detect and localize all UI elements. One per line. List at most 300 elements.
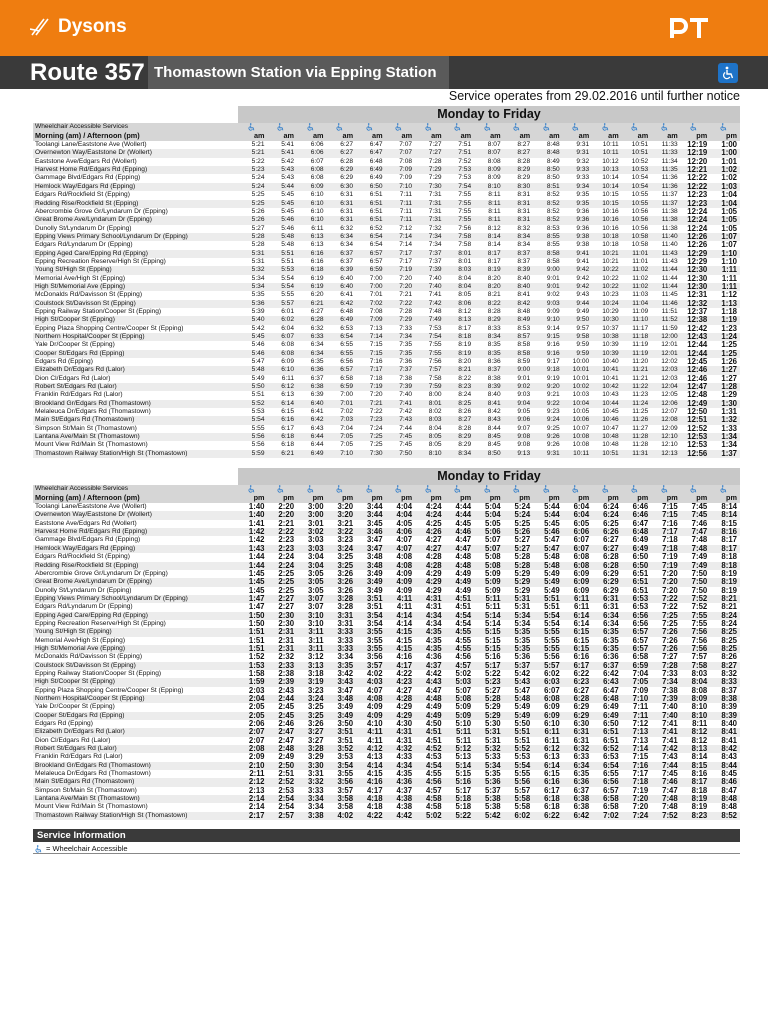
- dysons-logo: [30, 16, 127, 38]
- time-cell: 3:56: [366, 653, 383, 662]
- time-cell: 8:11: [474, 200, 504, 208]
- time-cell: 6:31: [340, 207, 354, 215]
- time-cell: 5:29: [514, 569, 531, 578]
- time-cell: 6:57: [356, 250, 386, 258]
- time-cell: 10:15: [592, 200, 622, 208]
- time-cell: 8:15: [721, 519, 737, 528]
- time-cell: 4:33: [396, 753, 413, 762]
- time-cell: 1:33: [721, 424, 737, 433]
- time-cell: 8:18: [721, 553, 737, 562]
- time-cell: 4:34: [386, 762, 416, 770]
- time-cell: 5:43: [504, 678, 534, 686]
- stop-name: Melaleuca Dr/Edgars Rd (Thomastown): [35, 770, 151, 778]
- time-cell: 7:32: [428, 224, 442, 232]
- time-cell: 6:22: [573, 669, 590, 678]
- time-cell: 3:45: [366, 519, 383, 528]
- time-cell: 6:36: [603, 653, 619, 662]
- time-cell: 4:55: [445, 628, 475, 636]
- time-cell: 5:28: [504, 562, 534, 570]
- time-cell: 7:20: [399, 274, 413, 282]
- time-cell: 7:18: [622, 778, 652, 786]
- time-cell: 1:51: [238, 628, 268, 636]
- time-cell: 9:26: [546, 441, 560, 449]
- time-cell: 5:45: [268, 200, 298, 208]
- time-cell: 7:15: [632, 753, 649, 762]
- time-cell: 6:42: [297, 416, 327, 424]
- stop-name: Edgars Rd/Lyndarum Dr (Epping): [35, 241, 133, 249]
- time-cell: 6:13: [310, 241, 324, 249]
- timetable-heading: Monday to Friday: [238, 106, 740, 123]
- time-cell: 5:02: [415, 812, 445, 820]
- time-cell: 6:51: [632, 569, 649, 578]
- time-cell: 7:16: [662, 519, 678, 528]
- time-cell: 2:32: [278, 653, 295, 662]
- time-cell: 4:55: [455, 636, 472, 645]
- time-cell: 6:19: [297, 283, 327, 291]
- time-cell: 4:54: [445, 612, 475, 620]
- time-cell: 12:08: [651, 416, 681, 424]
- time-cell: 11:45: [661, 291, 678, 299]
- time-cell: 5:35: [514, 636, 531, 645]
- time-cell: 4:48: [415, 695, 445, 703]
- time-cell: 1:42: [248, 536, 265, 545]
- time-cell: 5:52: [238, 400, 268, 408]
- time-cell: 10:45: [602, 408, 619, 416]
- time-cell: 8:20: [458, 358, 472, 366]
- time-cell: 9:25: [546, 424, 560, 432]
- period-cell: pm: [710, 132, 740, 141]
- wheelchair-icon: [504, 123, 534, 132]
- time-cell: 6:16: [533, 778, 563, 786]
- time-cell: 4:55: [445, 645, 475, 653]
- time-cell: 4:16: [356, 778, 386, 786]
- time-cell: 11:44: [661, 274, 678, 282]
- route-title: Thomastown Station via Epping Station: [148, 56, 449, 89]
- time-cell: 3:20: [337, 503, 354, 512]
- time-cell: 8:09: [487, 174, 501, 182]
- time-cell: 6:39: [310, 391, 324, 399]
- time-cell: 12:49: [681, 400, 711, 408]
- time-cell: 8:28: [487, 307, 501, 315]
- time-cell: 5:08: [485, 553, 501, 562]
- wheelchair-icon: [386, 123, 416, 132]
- stop-name: Lantana Ave/Main St (Thomastown): [33, 795, 238, 803]
- time-cell: 2:24: [268, 562, 298, 570]
- time-cell: 3:43: [327, 678, 357, 686]
- time-cell: 7:17: [651, 528, 681, 536]
- time-cell: 7:17: [356, 366, 386, 374]
- time-cell: 6:09: [544, 703, 560, 712]
- time-cell: 9:38: [576, 241, 590, 249]
- time-cell: 6:17: [281, 424, 295, 432]
- time-cell: 5:17: [474, 662, 504, 670]
- time-cell: 11:28: [622, 433, 652, 441]
- period-cell: am: [533, 132, 563, 141]
- period-cell: pm: [327, 494, 357, 503]
- time-cell: 5:51: [514, 736, 531, 745]
- table-row: [33, 275, 740, 283]
- time-cell: 5:53: [268, 266, 298, 274]
- time-cell: 5:56: [238, 433, 268, 441]
- time-cell: 8:05: [428, 441, 442, 449]
- time-cell: 8:41: [517, 291, 531, 299]
- time-cell: 7:01: [327, 400, 357, 408]
- time-cell: 10:21: [592, 250, 622, 258]
- time-cell: 6:13: [544, 753, 560, 762]
- time-cell: 6:34: [297, 350, 327, 358]
- time-cell: 7:28: [428, 157, 442, 165]
- time-cell: 7:59: [415, 383, 445, 391]
- time-cell: 4:15: [366, 770, 383, 779]
- time-cell: 8:46: [710, 778, 740, 786]
- time-cell: 6:42: [563, 812, 593, 820]
- time-cell: 8:45: [474, 433, 504, 441]
- time-cell: 8:14: [474, 233, 504, 241]
- time-cell: 7:57: [691, 653, 708, 662]
- time-cell: 4:50: [426, 720, 442, 729]
- time-cell: 6:57: [622, 645, 652, 653]
- time-cell: 6:10: [297, 216, 327, 224]
- time-cell: 8:09: [474, 166, 504, 174]
- time-cell: 3:50: [337, 720, 354, 729]
- time-cell: 6:33: [573, 753, 590, 762]
- time-cell: 5:16: [445, 778, 475, 786]
- time-cell: 6:47: [356, 149, 386, 157]
- time-cell: 7:16: [622, 762, 652, 770]
- time-cell: 9:36: [576, 224, 590, 232]
- time-cell: 8:21: [445, 366, 475, 374]
- time-cell: 5:54: [533, 612, 563, 620]
- time-cell: 9:38: [563, 233, 593, 241]
- stop-name: Young St/High St (Epping): [33, 628, 238, 636]
- time-cell: 4:58: [426, 803, 442, 812]
- time-cell: 12:24: [687, 207, 708, 216]
- time-cell: 11:19: [632, 341, 649, 349]
- time-cell: 4:03: [356, 678, 386, 686]
- wheelchair-icon: [681, 485, 711, 494]
- time-cell: 2:23: [268, 545, 298, 553]
- time-cell: 6:57: [369, 257, 383, 265]
- stop-name: Franklin Rd/Edgars Rd (Lalor): [35, 753, 123, 761]
- table-row: [33, 408, 740, 416]
- time-cell: 10:18: [592, 233, 622, 241]
- time-cell: 8:45: [487, 441, 501, 449]
- time-cell: 4:42: [386, 812, 416, 820]
- time-cell: 6:06: [563, 528, 593, 536]
- time-cell: 9:02: [504, 383, 534, 391]
- time-cell: 3:33: [327, 628, 357, 636]
- stop-name: Epping Recreation Reserve/High St (Epping): [35, 257, 166, 265]
- time-cell: 5:49: [251, 374, 265, 382]
- time-cell: 8:13: [445, 316, 475, 324]
- time-cell: 7:09: [356, 316, 386, 324]
- table-row: [33, 762, 740, 770]
- table-row: [33, 433, 740, 441]
- time-cell: 2:43: [278, 686, 295, 695]
- time-cell: 5:09: [485, 586, 501, 595]
- time-cell: 12:24: [687, 224, 708, 233]
- time-cell: 6:37: [573, 786, 590, 795]
- time-cell: 8:21: [710, 595, 740, 603]
- time-cell: 8:52: [533, 200, 563, 208]
- time-cell: 7:58: [681, 662, 711, 670]
- time-cell: 8:17: [474, 250, 504, 258]
- stop-name: Robert St/Edgars Rd (Lalor): [33, 745, 238, 753]
- time-cell: 6:11: [544, 736, 560, 745]
- time-cell: 4:44: [445, 511, 475, 519]
- time-cell: 1:01: [721, 157, 737, 166]
- time-cell: 6:55: [603, 770, 619, 779]
- time-cell: 10:39: [592, 350, 622, 358]
- time-cell: 1:47: [248, 603, 265, 612]
- time-cell: 5:25: [514, 519, 531, 528]
- table-row: [33, 787, 740, 795]
- time-cell: 3:49: [356, 578, 386, 586]
- time-cell: 8:27: [445, 416, 475, 424]
- time-cell: 4:34: [415, 612, 445, 620]
- table-row: [33, 712, 740, 720]
- time-cell: 4:30: [396, 720, 413, 729]
- time-cell: 5:53: [251, 408, 265, 416]
- stop-name: Elizabeth Dr/Edgars Rd (Lalor): [33, 366, 238, 374]
- time-cell: 8:39: [721, 703, 737, 712]
- time-cell: 5:14: [474, 612, 504, 620]
- time-cell: 7:22: [386, 300, 416, 308]
- time-cell: 4:08: [356, 695, 386, 703]
- time-cell: 6:15: [563, 645, 593, 653]
- time-cell: 6:15: [573, 636, 590, 645]
- time-cell: 5:11: [455, 736, 472, 745]
- time-cell: 7:20: [622, 795, 652, 803]
- time-cell: 6:11: [574, 603, 590, 612]
- time-cell: 6:27: [603, 536, 619, 545]
- time-cell: 10:37: [602, 324, 619, 332]
- time-cell: 4:54: [455, 619, 472, 628]
- time-cell: 3:31: [337, 619, 354, 628]
- time-cell: 6:38: [563, 795, 593, 803]
- time-cell: 5:42: [281, 157, 295, 165]
- time-cell: 5:30: [485, 720, 501, 729]
- time-cell: 7:49: [681, 562, 711, 570]
- time-cell: 8:41: [721, 736, 737, 745]
- time-cell: 7:19: [662, 553, 678, 562]
- time-cell: 5:39: [251, 307, 265, 315]
- time-cell: 8:32: [517, 224, 531, 232]
- time-cell: 8:04: [445, 283, 475, 291]
- time-cell: 7:04: [632, 669, 649, 678]
- time-cell: 3:55: [337, 770, 354, 779]
- time-cell: 5:18: [445, 795, 475, 803]
- time-cell: 5:49: [544, 586, 560, 595]
- time-cell: 4:51: [426, 736, 442, 745]
- time-cell: 6:59: [622, 662, 652, 670]
- stop-name: Young St/High St (Epping): [33, 266, 238, 274]
- time-cell: 7:40: [428, 274, 442, 282]
- time-cell: 6:04: [573, 503, 590, 512]
- time-cell: 6:51: [356, 200, 386, 208]
- time-cell: 3:47: [356, 545, 386, 553]
- time-cell: 7:41: [662, 736, 678, 745]
- time-cell: 8:37: [721, 686, 737, 695]
- time-cell: 7:19: [651, 562, 681, 570]
- time-cell: 2:03: [248, 686, 265, 695]
- time-cell: 8:17: [681, 778, 711, 786]
- time-cell: 4:24: [426, 503, 442, 512]
- stop-name: High St/Cooper St (Epping): [33, 678, 238, 686]
- time-cell: 7:37: [415, 250, 445, 258]
- time-cell: 5:07: [455, 686, 472, 695]
- time-cell: 9:42: [576, 274, 590, 282]
- time-cell: 1:10: [721, 257, 737, 266]
- time-cell: 6:49: [632, 536, 649, 545]
- stop-name: Simpson St/Main St (Thomastown): [35, 424, 137, 432]
- time-cell: 3:12: [307, 653, 324, 662]
- table-row: [33, 208, 740, 216]
- time-cell: 1:44: [238, 562, 268, 570]
- stop-name: Simpson St/Main St (Thomastown): [35, 786, 137, 794]
- time-cell: 8:19: [710, 578, 740, 586]
- table-row: [33, 358, 740, 366]
- time-cell: 9:43: [576, 291, 590, 299]
- time-cell: 7:56: [681, 628, 711, 636]
- time-cell: 3:25: [337, 553, 354, 562]
- time-cell: 3:19: [297, 678, 327, 686]
- time-cell: 8:44: [487, 424, 501, 432]
- time-cell: 3:58: [337, 803, 354, 812]
- time-cell: 5:29: [514, 586, 531, 595]
- time-cell: 8:03: [445, 266, 475, 274]
- stop-name: McDonalds Rd/Davisson St (Epping): [35, 291, 143, 299]
- time-cell: 4:45: [455, 519, 472, 528]
- time-cell: 11:33: [651, 149, 681, 157]
- time-cell: 6:31: [327, 216, 357, 224]
- time-cell: 9:08: [504, 433, 534, 441]
- table-row: [33, 511, 740, 519]
- stop-name: Memorial Ave/High St (Epping): [35, 636, 126, 644]
- time-cell: 5:24: [251, 174, 265, 182]
- time-cell: 4:23: [386, 678, 416, 686]
- stop-name: Coulstock St/Davisson St (Epping): [33, 300, 238, 308]
- time-cell: 6:26: [592, 528, 622, 536]
- time-cell: 3:53: [337, 753, 354, 762]
- time-cell: 5:46: [281, 224, 295, 232]
- time-cell: 4:08: [396, 553, 413, 562]
- stop-name: Memorial Ave/High St (Epping): [35, 274, 126, 282]
- time-cell: 11:02: [622, 266, 652, 274]
- time-cell: 4:56: [415, 778, 445, 786]
- time-cell: 7:18: [662, 536, 678, 545]
- time-cell: 5:24: [504, 511, 534, 519]
- time-cell: 9:34: [563, 183, 593, 191]
- operator-header: [0, 0, 768, 56]
- wheelchair-icon: [356, 123, 386, 132]
- time-cell: 3:24: [327, 545, 357, 553]
- time-cell: 1:45: [238, 578, 268, 586]
- stop-name: Epping Railway Station/Cooper St (Epping): [35, 669, 162, 677]
- time-cell: 1:02: [710, 166, 740, 174]
- time-cell: 11:36: [651, 183, 681, 191]
- stop-name: Epping Views Primary School/Lyndarum Dr (Epping): [33, 233, 238, 241]
- time-cell: 8:29: [517, 174, 531, 182]
- time-cell: 8:49: [504, 316, 534, 324]
- time-cell: 6:56: [592, 778, 622, 786]
- time-cell: 8:04: [681, 678, 711, 686]
- time-cell: 1:00: [710, 149, 740, 157]
- service-note: Service operates from 29.02.2016 until further notice: [448, 89, 740, 103]
- stop-name: Dunolly St/Lyndarum Dr (Epping): [35, 224, 132, 232]
- time-cell: 8:53: [517, 324, 531, 332]
- time-cell: 7:11: [633, 703, 649, 712]
- time-cell: 5:35: [485, 770, 501, 779]
- time-cell: 6:32: [310, 324, 324, 332]
- time-cell: 9:57: [576, 324, 590, 332]
- time-cell: 8:42: [710, 745, 740, 753]
- time-cell: 8:31: [504, 216, 534, 224]
- time-cell: 6:34: [340, 241, 354, 249]
- time-cell: 6:34: [327, 233, 357, 241]
- time-cell: 5:49: [544, 569, 560, 578]
- table-row: [33, 770, 740, 778]
- time-cell: 8:50: [474, 450, 504, 458]
- time-cell: 4:07: [366, 686, 383, 695]
- time-cell: 1:41: [248, 519, 265, 528]
- time-cell: 3:01: [307, 519, 324, 528]
- time-cell: 12:47: [681, 383, 711, 391]
- time-cell: 7:55: [428, 341, 442, 349]
- time-cell: 6:40: [327, 283, 357, 291]
- time-cell: 3:20: [327, 511, 357, 519]
- time-cell: 6:10: [310, 191, 324, 199]
- time-cell: 3:25: [307, 703, 324, 712]
- time-cell: 2:47: [268, 728, 298, 736]
- time-cell: 3:02: [297, 528, 327, 536]
- time-cell: 12:19: [681, 149, 711, 157]
- table-row: [33, 528, 740, 536]
- time-cell: 7:55: [415, 350, 445, 358]
- table-row: [33, 795, 740, 803]
- stop-name: Epping Aged Care/Epping Rd (Epping): [33, 250, 238, 258]
- time-cell: 6:24: [603, 503, 619, 512]
- time-cell: 8:12: [681, 728, 711, 736]
- stop-name: Epping Aged Care/Epping Rd (Epping): [33, 612, 238, 620]
- time-cell: 8:15: [681, 762, 711, 770]
- time-cell: 1:34: [710, 433, 740, 441]
- time-cell: 6:57: [632, 636, 649, 645]
- time-cell: 3:34: [337, 653, 354, 662]
- time-cell: 3:57: [356, 662, 386, 670]
- time-cell: 7:11: [399, 191, 413, 199]
- time-cell: 11:03: [632, 291, 649, 299]
- time-cell: 6:09: [281, 358, 295, 366]
- time-cell: 8:19: [445, 350, 475, 358]
- route-number: Route 357: [30, 59, 145, 86]
- time-cell: 5:52: [504, 745, 534, 753]
- time-cell: 6:58: [632, 653, 649, 662]
- time-cell: 6:16: [573, 653, 590, 662]
- time-cell: 8:03: [691, 669, 708, 678]
- wheelchair-icon: [710, 123, 740, 132]
- time-cell: 12:29: [681, 250, 711, 258]
- time-cell: 10:16: [602, 207, 619, 215]
- time-cell: 8:19: [474, 266, 504, 274]
- time-cell: 4:27: [396, 686, 413, 695]
- table-row: [33, 166, 740, 174]
- wheelchair-icon: [415, 123, 445, 132]
- time-cell: 5:53: [514, 753, 531, 762]
- time-cell: 8:04: [458, 274, 472, 282]
- time-cell: 7:20: [369, 391, 383, 399]
- time-cell: 7:12: [632, 720, 649, 729]
